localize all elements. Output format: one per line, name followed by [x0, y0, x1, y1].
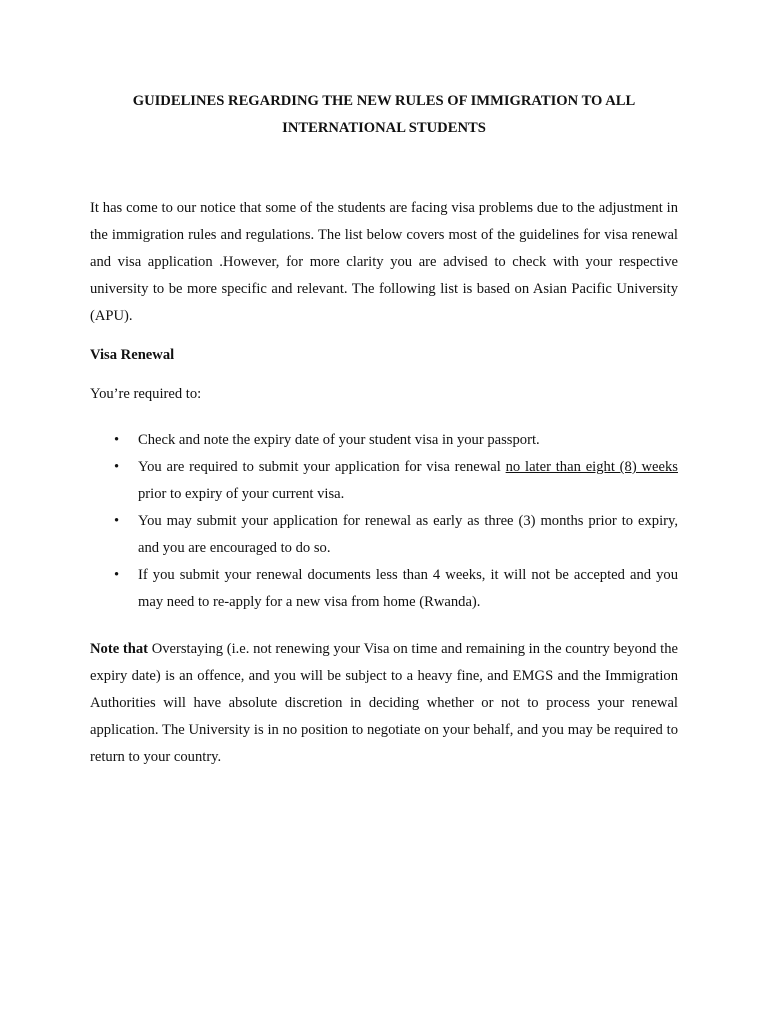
lead-text: You’re required to:	[90, 386, 202, 402]
document-title	[90, 88, 678, 142]
list-item	[90, 508, 678, 562]
list-item-text-tail: prior to expiry of your current visa.	[138, 486, 345, 502]
bullet-list	[90, 427, 678, 616]
bullet-icon: •	[114, 567, 120, 583]
list-item-text: Check and note the expiry date of your student visa in your passport.	[138, 432, 540, 448]
list-item	[90, 562, 678, 616]
list-item-text: If you submit your renewal documents less than 4 weeks, it will not be accepted and you may need to re-apply for a new visa from home (Rwanda).	[138, 567, 678, 610]
bullet-icon: •	[114, 513, 120, 529]
title-line-2: INTERNATIONAL STUDENTS	[282, 120, 486, 136]
bullet-icon: •	[114, 432, 120, 448]
list-item	[90, 454, 678, 508]
list-item-text: You are required to submit your application for visa renewal	[138, 459, 506, 475]
bullet-icon: •	[114, 459, 120, 475]
note-text: Overstaying (i.e. not renewing your Visa on time and remaining in the country beyond the expiry date) is an offence, and you will be subject to a heavy fine, and EMGS and the Immigration Authorities will have absolute discretion in deciding whether or not to process your renewal application. The University is in no position to negotiate on your behalf, and you may be required to return to your country.	[90, 641, 678, 765]
list-item	[90, 427, 678, 454]
note-paragraph	[90, 636, 678, 771]
list-item-text: You may submit your application for renewal as early as three (3) months prior to expiry, and you are encouraged to do so.	[138, 513, 678, 556]
section-heading: Visa Renewal	[90, 347, 175, 363]
intro-paragraph: It has come to our notice that some of the students are facing visa problems due to the adjustment in the immigration rules and regulations. The list below covers most of the guidelines for visa renewal and visa application .However, for more clarity you are advised to check with your respective university to be more specific and relevant. The following list is based on Asian Pacific University (APU).	[90, 200, 678, 324]
underlined-deadline: no later than eight (8) weeks	[505, 459, 678, 475]
title-line-1: GUIDELINES REGARDING THE NEW RULES OF IMMIGRATION TO ALL	[132, 93, 636, 109]
note-label: Note that	[90, 641, 148, 657]
